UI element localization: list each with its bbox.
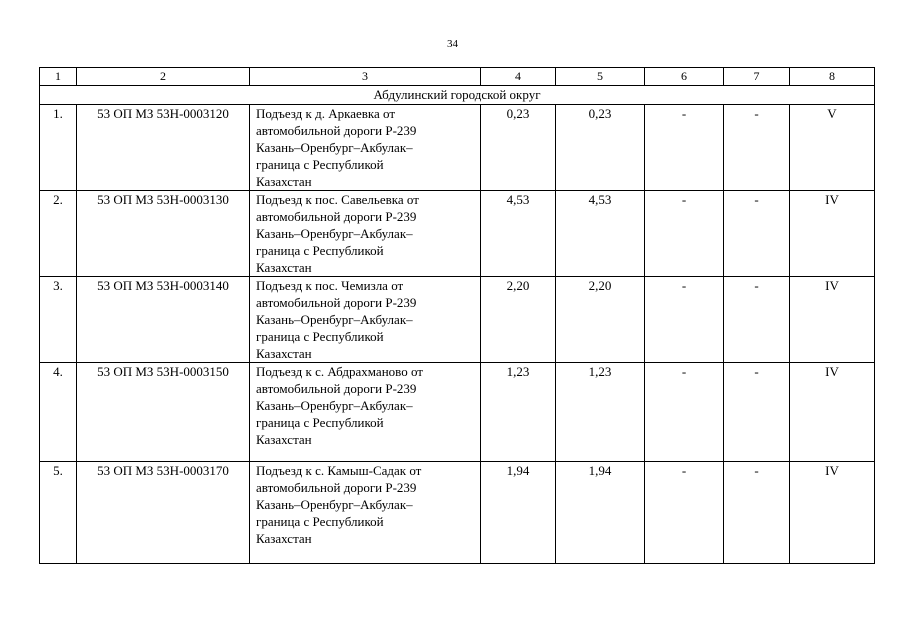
value-col6: - (645, 363, 724, 462)
road-name-line: Казань–Оренбург–Акбулак– (256, 398, 413, 413)
road-name-line: граница с Республикой (256, 514, 384, 529)
road-name-line: Подъезд к пос. Савельевка от (256, 192, 419, 207)
value-col4: 0,23 (481, 105, 556, 191)
road-name (250, 462, 481, 564)
road-name-line: автомобильной дороги Р-239 (256, 209, 417, 224)
column-number: 6 (645, 68, 724, 86)
road-name (250, 363, 481, 462)
value-col5: 1,94 (556, 462, 645, 564)
road-code: 53 ОП МЗ 53Н-0003130 (77, 191, 250, 277)
road-code: 53 ОП МЗ 53Н-0003140 (77, 277, 250, 363)
value-col5: 1,23 (556, 363, 645, 462)
road-name-line: Подъезд к с. Камыш-Садак от (256, 463, 422, 478)
road-name-line: автомобильной дороги Р-239 (256, 123, 417, 138)
column-number-row (40, 68, 875, 86)
column-number: 8 (790, 68, 875, 86)
road-name-line: Казань–Оренбург–Акбулак– (256, 140, 413, 155)
value-col7: - (724, 277, 790, 363)
road-name-line: Казань–Оренбург–Акбулак– (256, 312, 413, 327)
table-row (40, 105, 875, 191)
road-category: IV (790, 363, 875, 462)
row-number: 1. (40, 105, 77, 191)
table-row (40, 277, 875, 363)
road-name-line: Казань–Оренбург–Акбулак– (256, 226, 413, 241)
road-name-line: Казань–Оренбург–Акбулак– (256, 497, 413, 512)
table-row (40, 363, 875, 462)
road-name-line: Подъезд к с. Абдрахманово от (256, 364, 423, 379)
road-name-line: граница с Республикой (256, 157, 384, 172)
road-name-line: граница с Республикой (256, 329, 384, 344)
page-number: 34 (447, 38, 458, 50)
road-name (250, 277, 481, 363)
road-category: IV (790, 277, 875, 363)
road-name-line: Подъезд к д. Аркаевка от (256, 106, 396, 121)
road-name (250, 105, 481, 191)
row-number: 5. (40, 462, 77, 564)
value-col5: 4,53 (556, 191, 645, 277)
road-name-line: Казахстан (256, 174, 312, 189)
table-row (40, 462, 875, 564)
road-name-line: автомобильной дороги Р-239 (256, 381, 417, 396)
column-number: 1 (40, 68, 77, 86)
value-col6: - (645, 462, 724, 564)
road-name (250, 191, 481, 277)
road-category: IV (790, 191, 875, 277)
row-number: 3. (40, 277, 77, 363)
value-col7: - (724, 363, 790, 462)
column-number: 7 (724, 68, 790, 86)
road-name-line: автомобильной дороги Р-239 (256, 480, 417, 495)
road-code: 53 ОП МЗ 53Н-0003170 (77, 462, 250, 564)
value-col4: 1,23 (481, 363, 556, 462)
road-category: V (790, 105, 875, 191)
road-name-line: Казахстан (256, 531, 312, 546)
value-col7: - (724, 191, 790, 277)
value-col7: - (724, 462, 790, 564)
road-name-line: Казахстан (256, 432, 312, 447)
column-number: 4 (481, 68, 556, 86)
road-code: 53 ОП МЗ 53Н-0003150 (77, 363, 250, 462)
district-row (40, 86, 875, 105)
roads-table (39, 67, 875, 564)
road-name-line: граница с Республикой (256, 243, 384, 258)
road-name-line: Казахстан (256, 346, 312, 361)
value-col6: - (645, 105, 724, 191)
road-name-line: граница с Республикой (256, 415, 384, 430)
value-col4: 2,20 (481, 277, 556, 363)
row-number: 2. (40, 191, 77, 277)
column-number: 2 (77, 68, 250, 86)
value-col6: - (645, 277, 724, 363)
road-name-line: Казахстан (256, 260, 312, 275)
row-number: 4. (40, 363, 77, 462)
district-title: Абдулинский городской округ (40, 86, 875, 105)
value-col4: 1,94 (481, 462, 556, 564)
road-name-line: Подъезд к пос. Чемизла от (256, 278, 404, 293)
value-col6: - (645, 191, 724, 277)
table-row (40, 191, 875, 277)
value-col5: 0,23 (556, 105, 645, 191)
column-number: 5 (556, 68, 645, 86)
value-col5: 2,20 (556, 277, 645, 363)
road-name-line: автомобильной дороги Р-239 (256, 295, 417, 310)
column-number: 3 (250, 68, 481, 86)
value-col4: 4,53 (481, 191, 556, 277)
road-code: 53 ОП МЗ 53Н-0003120 (77, 105, 250, 191)
road-category: IV (790, 462, 875, 564)
value-col7: - (724, 105, 790, 191)
